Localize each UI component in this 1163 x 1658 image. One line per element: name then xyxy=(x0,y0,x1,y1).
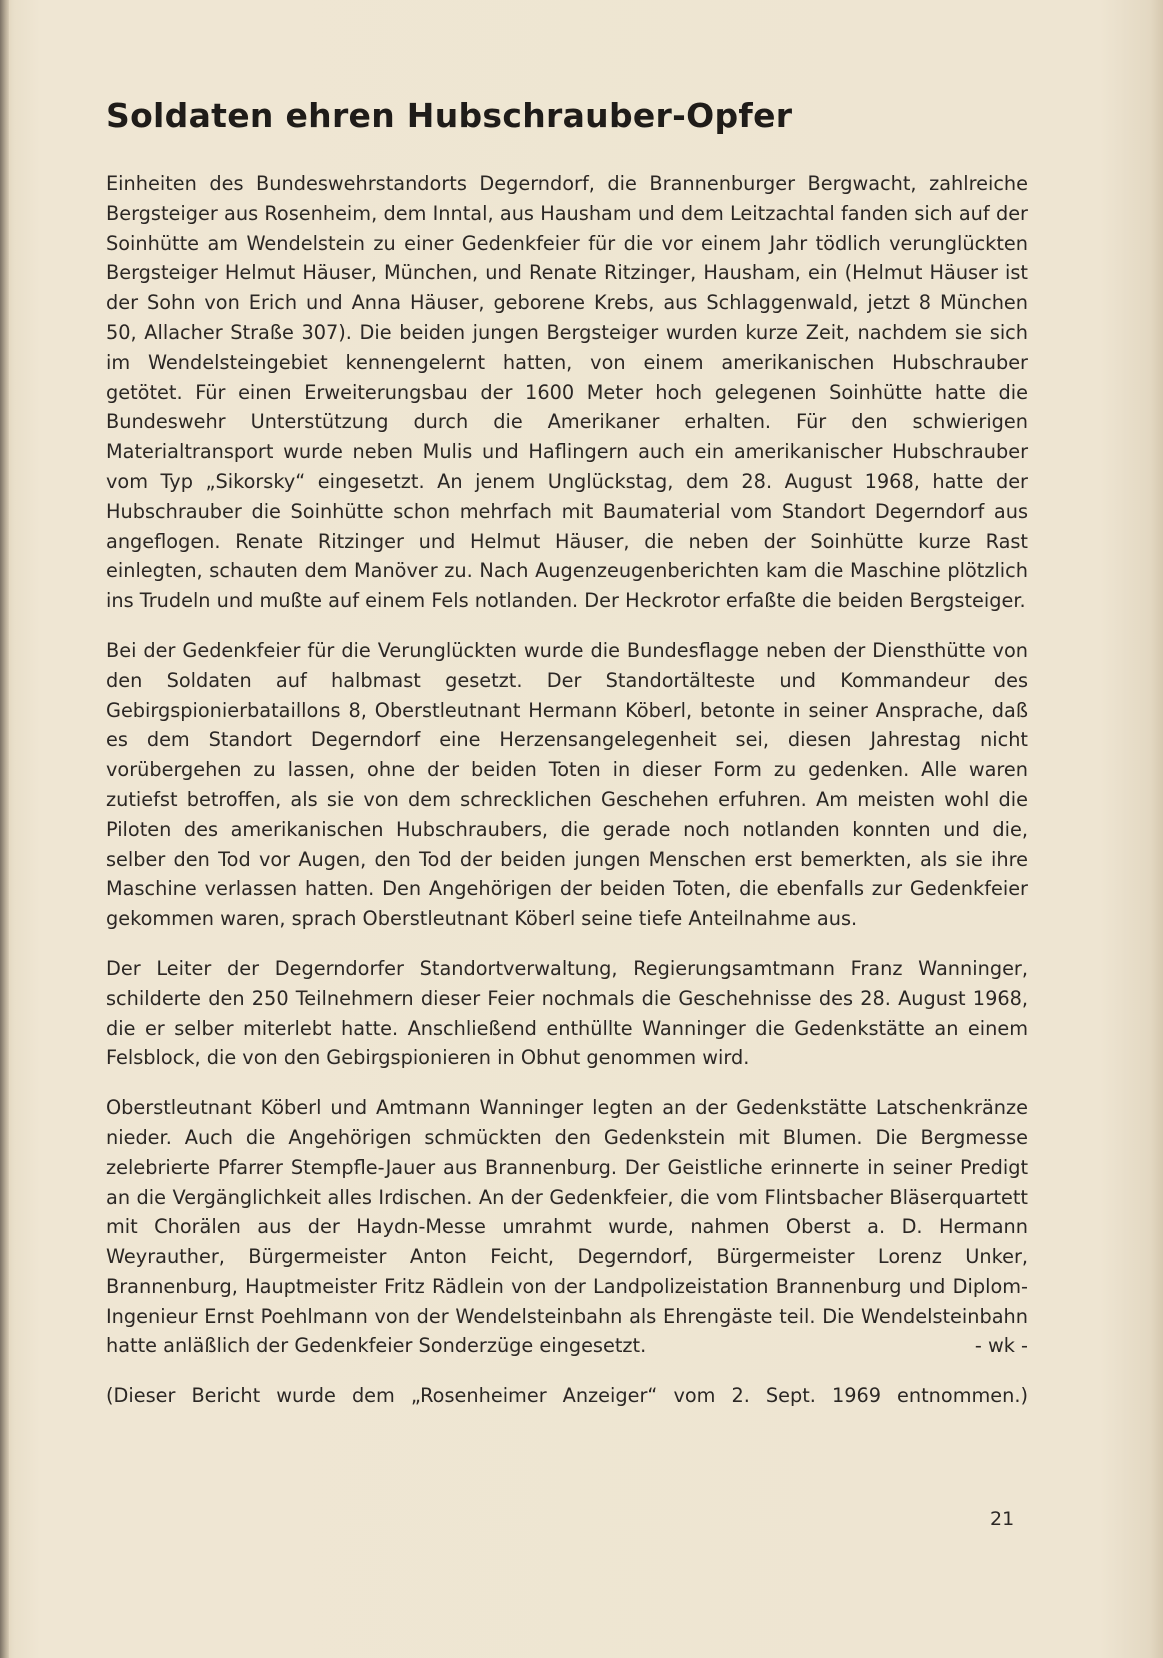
page-number: 21 xyxy=(990,1508,1015,1530)
page-binding-edge xyxy=(0,0,9,1658)
article-paragraph-1: Einheiten des Bundeswehrstandorts Degerndorf, die Brannenburger Bergwacht, zahlreiche Bergsteiger aus Rosenheim, dem Inntal, aus Hausham und dem Leitzachtal fanden sich auf der Soinhütte am Wendelstein zu einer Gedenkfeier für die vor einem Jahr tödlich verunglückten Bergsteiger Helmut Häuser, München, und Renate Ritzinger, Hausham, ein (Helmut Häuser ist der Sohn von Erich und Anna Häuser, geborene Krebs, aus Schlaggenwald, jetzt 8 München 50, Allacher Straße 307). Die beiden jungen Bergsteiger wurden kurze Zeit, nachdem sie sich im Wendelsteingebiet kennengelernt hatten, von einem amerikanischen Hubschrauber getötet. Für einen Erweiterungsbau der 1600 Meter hoch gelegenen Soinhütte hatte die Bundeswehr Unterstützung durch die Amerikaner erhalten. Für den schwierigen Materialtransport wurde neben Mulis und Haflingern auch ein amerikanischer Hubschrauber vom Typ „Sikorsky“ eingesetzt. An jenem Unglückstag, dem 28. August 1968, hatte der Hubschrauber die Soinhütte schon mehrfach mit Baumaterial vom Standort Degerndorf aus angeflogen. Renate Ritzinger und Helmut Häuser, die neben der Soinhütte kurze Rast einlegten, schauten dem Manöver zu. Nach Augenzeugenberichten kam die Maschine plötzlich ins Trudeln und mußte auf einem Fels notlanden. Der Heckrotor erfaßte die beiden Bergsteiger. xyxy=(106,172,1028,613)
article-paragraph-4 xyxy=(106,1093,1028,1361)
article-paragraph-2: Bei der Gedenkfeier für die Verunglückten wurde die Bundesflagge neben der Diensthütte von den Soldaten auf halbmast gesetzt. Der Standortälteste und Kommandeur des Gebirgspionierbataillons 8, Oberstleutnant Hermann Köberl, betonte in seiner Ansprache, daß es dem Standort Degerndorf eine Herzensangelegenheit sei, diesen Jahrestag nicht vorübergehen zu lassen, ohne der beiden Toten in dieser Form zu gedenken. Alle waren zutiefst betroffen, als sie von dem schrecklichen Geschehen erfuhren. Am meisten wohl die Piloten des amerikanischen Hubschraubers, die gerade noch notlanden konnten und die, selber den Tod vor Augen, den Tod der beiden jungen Menschen erst bemerkten, als sie ihre Maschine verlassen hatten. Den Angehörigen der beiden Toten, die ebenfalls zur Gedenkfeier gekommen waren, sprach Oberstleutnant Köberl seine tiefe Anteilnahme aus. xyxy=(106,638,1028,931)
source-note: (Dieser Bericht wurde dem „Rosenheimer Anzeiger“ vom 2. Sept. 1969 entnommen.) xyxy=(106,1384,1028,1408)
article-paragraph-3: Der Leiter der Degerndorfer Standortverwaltung, Regierungsamtmann Franz Wanninger, schilderte den 250 Teilnehmern dieser Feier nochmals die Geschehnisse des 28. August 1968, die er selber miterlebt hatte. Anschließend enthüllte Wanninger die Gedenkstätte an einem Felsblock, die von den Gebirgspionieren in Obhut genommen wird. xyxy=(106,956,1028,1070)
author-signature: - wk - xyxy=(974,1334,1028,1358)
article-title: Soldaten ehren Hubschrauber-Opfer xyxy=(106,96,793,135)
article-paragraph-4-text: Oberstleutnant Köberl und Amtmann Wanninger legten an der Gedenkstätte Latschenkränze nieder. Auch die Angehörigen schmückten den Gedenkstein mit Blumen. Die Bergmesse zelebrierte Pfarrer Stempfle-Jauer aus Brannenburg. Der Geistliche erinnerte in seiner Predigt an die Vergänglichkeit alles Irdischen. An der Gedenkfeier, die vom Flintsbacher Bläserquartett mit Chorälen aus der Haydn-Messe umrahmt wurde, nahmen Oberst a. D. Hermann Weyrauther, Bürgermeister Anton Feicht, Degerndorf, Bürgermeister Lorenz Unker, Brannenburg, Hauptmeister Fritz Rädlein von der Landpolizeistation Brannenburg und Diplom-Ingenieur Ernst Poehlmann von der Wendelsteinbahn als Ehrengäste teil. Die Wendelsteinbahn hatte anläßlich der Gedenkfeier Sonderzüge eingesetzt. xyxy=(106,1096,1028,1358)
article xyxy=(106,88,1028,1431)
